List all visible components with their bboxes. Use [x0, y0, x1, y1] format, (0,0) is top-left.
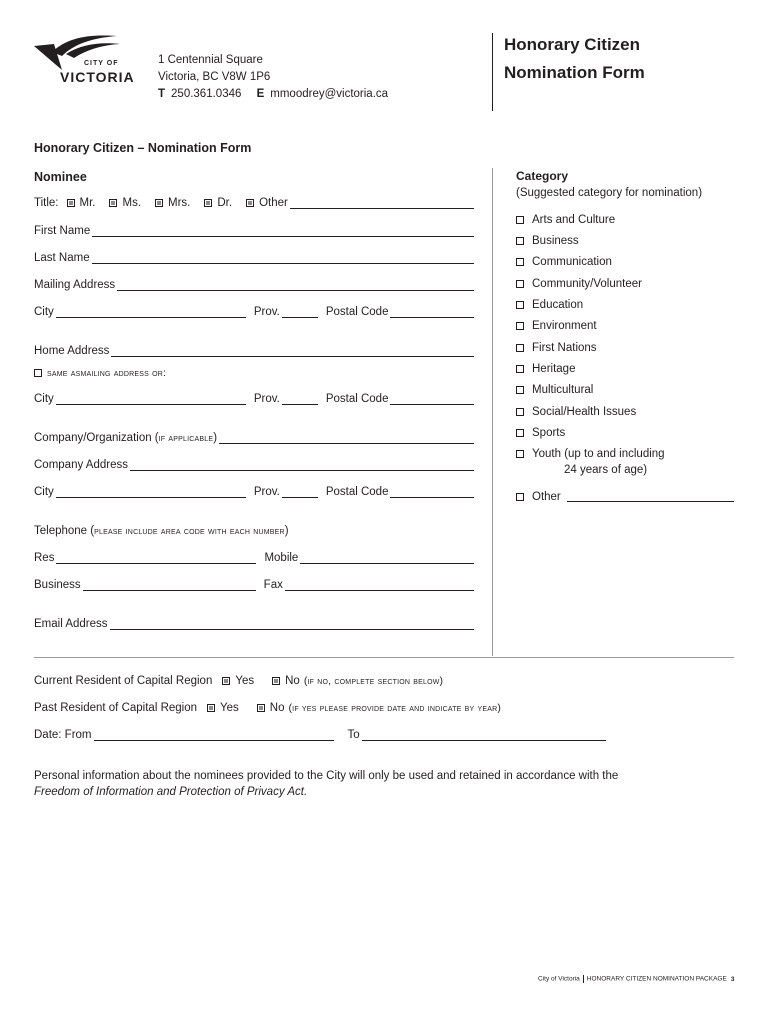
footer-city: City of Victoria: [538, 975, 580, 983]
same-as-mailing-label: same asmailing address or:: [47, 367, 167, 379]
checkbox-icon[interactable]: [109, 199, 117, 207]
mailing-city-row: [34, 306, 474, 318]
title-row: [34, 197, 474, 209]
city-field[interactable]: [56, 393, 246, 405]
title-option-dr[interactable]: Dr.: [204, 197, 232, 209]
last-name-label: Last Name: [34, 252, 90, 264]
telephone-heading: Telephone ( please include area code with each number ): [34, 525, 289, 537]
page-number: 3: [730, 975, 735, 983]
past-yes-label: Yes: [220, 702, 239, 714]
mobile-phone-field[interactable]: [300, 552, 474, 564]
postal-code-label: Postal Code: [325, 306, 389, 318]
date-row: [34, 729, 606, 741]
current-note: (if no, complete section below): [303, 675, 444, 687]
company-address-label: Company Address: [34, 459, 128, 471]
date-from-label: Date: From: [34, 729, 92, 741]
category-heritage[interactable]: Heritage: [516, 363, 575, 375]
first-name-row: [34, 225, 474, 237]
res-phone-field[interactable]: [56, 552, 256, 564]
mailing-address-row: [34, 279, 474, 291]
category-multicultural[interactable]: Multicultural: [516, 384, 593, 396]
address-line-2: Victoria, BC V8W 1P6: [158, 71, 271, 83]
email-label: E: [256, 88, 265, 100]
category-sports[interactable]: Sports: [516, 427, 565, 439]
privacy-act-name: Freedom of Information and Protection of Privacy Act.: [34, 786, 308, 798]
current-resident-row: [34, 675, 443, 687]
business-fax-row: [34, 579, 474, 591]
checkbox-icon[interactable]: [516, 429, 524, 437]
title-other-field[interactable]: [290, 197, 474, 209]
title-option-ms[interactable]: Ms.: [109, 197, 141, 209]
business-phone-field[interactable]: [83, 579, 256, 591]
category-other[interactable]: Other: [516, 491, 734, 503]
checkbox-icon[interactable]: [516, 258, 524, 266]
checkbox-icon[interactable]: [516, 386, 524, 394]
category-heading: Category: [516, 169, 569, 183]
title-option-mrs[interactable]: Mrs.: [155, 197, 190, 209]
checkbox-icon[interactable]: [516, 237, 524, 245]
current-no-label: No: [285, 675, 300, 687]
checkbox-icon[interactable]: [516, 408, 524, 416]
category-arts-and-culture[interactable]: Arts and Culture: [516, 214, 615, 226]
current-resident-label: Current Resident of Capital Region: [34, 675, 213, 687]
checkbox-icon[interactable]: [222, 677, 230, 685]
fax-field[interactable]: [285, 579, 474, 591]
title-option-mr[interactable]: Mr.: [67, 197, 96, 209]
checkbox-icon[interactable]: [272, 677, 280, 685]
date-from-field[interactable]: [94, 729, 334, 741]
city-of-victoria-logo: [32, 32, 142, 88]
city-label: City: [34, 486, 54, 498]
prov-field[interactable]: [282, 393, 318, 405]
category-communication[interactable]: Communication: [516, 256, 612, 268]
fax-label: Fax: [263, 579, 283, 591]
checkbox-icon[interactable]: [204, 199, 212, 207]
city-field[interactable]: [56, 486, 246, 498]
checkbox-icon[interactable]: [516, 493, 524, 501]
checkbox-icon[interactable]: [516, 280, 524, 288]
category-subheading: (Suggested category for nomination): [516, 187, 703, 199]
city-address: [158, 52, 388, 103]
checkbox-icon[interactable]: [207, 704, 215, 712]
page-footer: [538, 975, 734, 983]
privacy-notice-text: Personal information about the nominees provided to the City will only be used and retained in accordance with the: [34, 770, 619, 782]
company-address-row: [34, 459, 474, 471]
city-label: City: [34, 306, 54, 318]
res-mobile-row: [34, 552, 474, 564]
past-no-label: No: [269, 702, 285, 714]
mailing-address-field[interactable]: [117, 279, 474, 291]
logo-victoria-text: VICTORIA: [60, 69, 135, 85]
form-title-line-2: Nomination Form: [504, 63, 645, 82]
date-to-field[interactable]: [362, 729, 606, 741]
phone-label: T: [158, 88, 166, 100]
past-resident-label: Past Resident of Capital Region: [34, 702, 198, 714]
header-divider: [492, 33, 493, 111]
checkbox-icon[interactable]: [67, 199, 75, 207]
checkbox-icon[interactable]: [257, 704, 265, 712]
category-other-field[interactable]: [567, 492, 734, 502]
postal-code-field[interactable]: [390, 306, 474, 318]
phone-number: 250.361.0346: [171, 88, 242, 100]
mobile-label: Mobile: [264, 552, 299, 564]
email-address: mmoodrey@victoria.ca: [270, 88, 389, 100]
contact-line: [158, 86, 388, 103]
checkbox-icon[interactable]: [516, 322, 524, 330]
past-resident-row: [34, 702, 501, 714]
past-note: (if yes please provide date and indicate by year): [288, 702, 502, 714]
address-line-1: 1 Centennial Square: [158, 54, 263, 66]
column-divider: [492, 168, 493, 656]
checkbox-icon[interactable]: [155, 199, 163, 207]
prov-field[interactable]: [282, 306, 318, 318]
logo-city-text: CITY OF: [84, 60, 119, 67]
first-name-label: First Name: [34, 225, 91, 237]
postal-code-label: Postal Code: [325, 486, 389, 498]
prov-label: Prov.: [253, 486, 280, 498]
checkbox-icon[interactable]: [34, 369, 42, 377]
prov-field[interactable]: [282, 486, 318, 498]
category-environment[interactable]: Environment: [516, 320, 597, 332]
home-address-label: Home Address: [34, 345, 110, 357]
prov-label: Prov.: [253, 306, 280, 318]
checkbox-icon[interactable]: [516, 344, 524, 352]
postal-code-label: Postal Code: [325, 393, 389, 405]
checkbox-icon[interactable]: [516, 450, 524, 458]
footer-package: HONORARY CITIZEN NOMINATION PACKAGE: [586, 975, 727, 983]
business-label: Business: [34, 579, 81, 591]
category-youth[interactable]: Youth (up to and including: [516, 448, 665, 460]
title-option-other[interactable]: Other: [246, 197, 288, 209]
company-row: Company/Organization ( if applicable ): [34, 432, 474, 444]
category-education[interactable]: Education: [516, 299, 583, 311]
footer-separator: [583, 975, 584, 983]
company-label: Company/Organization (: [34, 432, 159, 444]
res-label: Res: [34, 552, 55, 564]
form-title-line-1: Honorary Citizen: [504, 35, 641, 54]
checkbox-icon[interactable]: [516, 301, 524, 309]
last-name-row: [34, 252, 474, 264]
postal-code-field[interactable]: [390, 393, 474, 405]
email-row: [34, 618, 474, 630]
company-note: if applicable: [158, 432, 214, 444]
section-divider: [34, 657, 734, 658]
nominee-heading: Nominee: [34, 170, 87, 184]
postal-code-field[interactable]: [390, 486, 474, 498]
title-label: Title:: [34, 197, 59, 209]
category-business[interactable]: Business: [516, 235, 579, 247]
section-title: Honorary Citizen – Nomination Form: [34, 141, 252, 155]
prov-label: Prov.: [253, 393, 280, 405]
category-first-nations[interactable]: First Nations: [516, 342, 597, 354]
email-address-label: Email Address: [34, 618, 108, 630]
checkbox-icon[interactable]: [516, 365, 524, 373]
mailing-address-label: Mailing Address: [34, 279, 116, 291]
date-to-label: To: [347, 729, 360, 741]
home-city-row: [34, 393, 474, 405]
city-field[interactable]: [56, 306, 246, 318]
privacy-notice: [34, 768, 674, 800]
home-address-row: [34, 345, 474, 357]
current-yes-label: Yes: [235, 675, 255, 687]
category-social-health[interactable]: Social/Health Issues: [516, 406, 636, 418]
email-address-field[interactable]: [110, 618, 474, 630]
form-title: [504, 31, 645, 87]
category-youth-line-2: 24 years of age): [564, 464, 648, 476]
company-address-field[interactable]: [130, 459, 474, 471]
same-as-mailing-row[interactable]: [34, 367, 474, 379]
first-name-field[interactable]: [92, 225, 474, 237]
telephone-note: please include area code with each number: [94, 525, 285, 537]
company-city-row: [34, 486, 474, 498]
checkbox-icon[interactable]: [516, 216, 524, 224]
category-community-volunteer[interactable]: Community/Volunteer: [516, 278, 642, 290]
city-label: City: [34, 393, 54, 405]
checkbox-icon[interactable]: [246, 199, 254, 207]
company-field[interactable]: [219, 432, 474, 444]
last-name-field[interactable]: [92, 252, 474, 264]
home-address-field[interactable]: [111, 345, 474, 357]
